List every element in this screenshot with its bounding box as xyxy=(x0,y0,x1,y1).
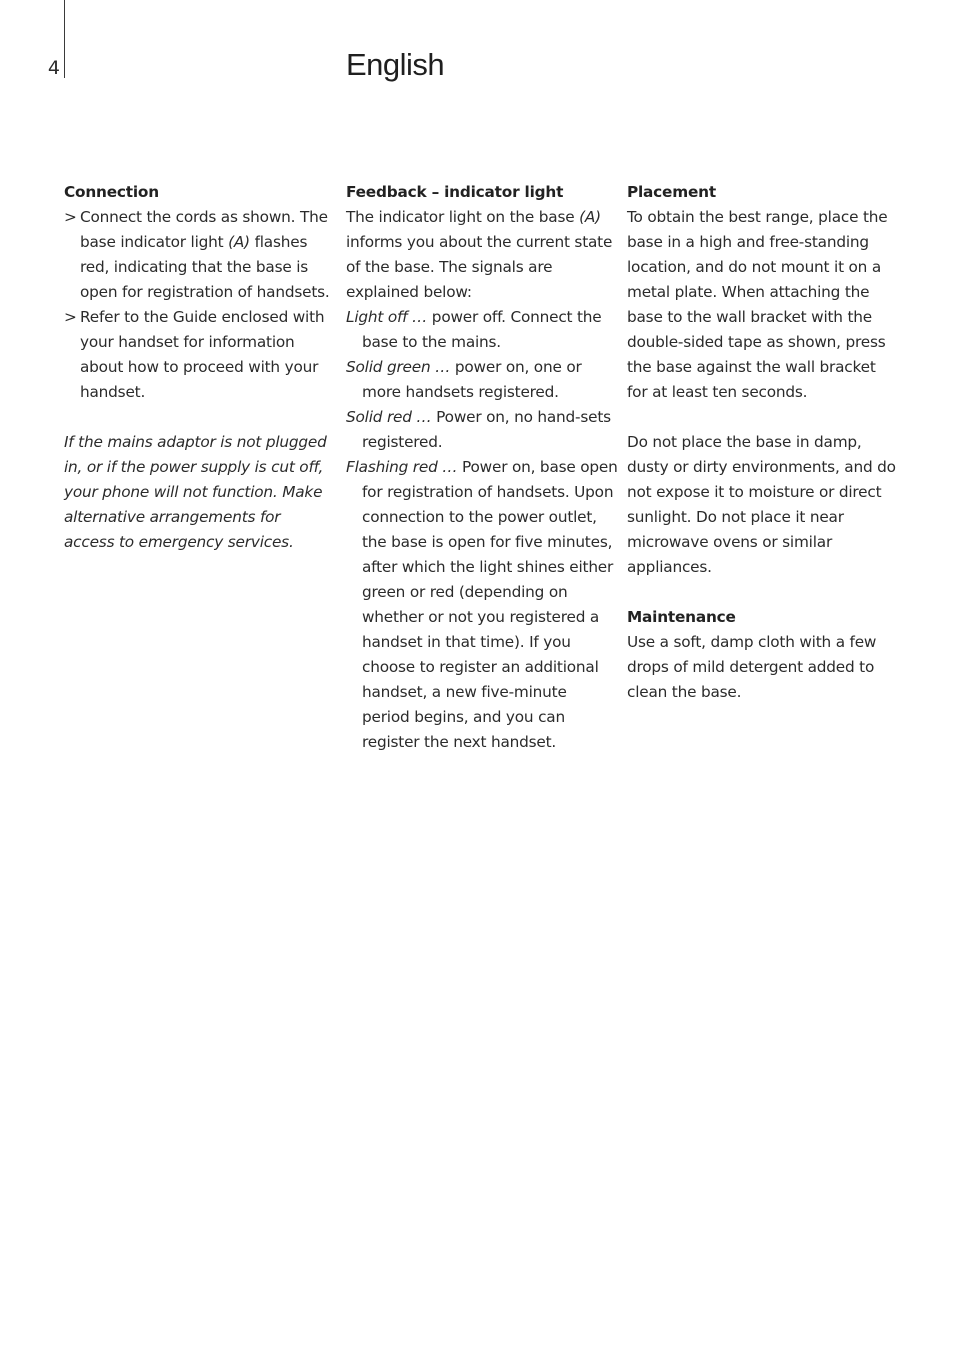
emergency-warning: If the mains adaptor is not plugged in, or if the power supply is cut off, your phone will not function. Make alternative arrangements for access to emergency services. xyxy=(64,433,327,551)
signal-desc: Power on, no hand-sets registered. xyxy=(362,408,611,451)
maintenance-heading: Maintenance xyxy=(627,608,736,626)
signal-term: Light off … xyxy=(346,308,428,326)
bullet-marker: > xyxy=(64,208,77,226)
connection-heading: Connection xyxy=(64,183,159,201)
feedback-intro-text-end: informs you about the current state of the base. The signals are explained below: xyxy=(346,233,613,301)
feedback-intro xyxy=(346,205,618,305)
connection-bullet-1 xyxy=(64,205,334,305)
signal-desc: power off. Connect the base to the mains. xyxy=(362,308,602,351)
column-placement xyxy=(627,180,899,705)
signal-term: Solid red … xyxy=(346,408,432,426)
signal-term: Flashing red … xyxy=(346,458,458,476)
indicator-ref: (A) xyxy=(579,208,601,226)
signal-item-solid-green xyxy=(346,355,618,405)
connection-bullet-2 xyxy=(64,305,334,405)
maintenance-text: Use a soft, damp cloth with a few drops of mild detergent added to clean the base. xyxy=(627,633,877,701)
spacer xyxy=(627,405,899,430)
connection-bullet-2-text: Refer to the Guide enclosed with your handset for information about how to proceed with your handset. xyxy=(80,308,325,401)
signal-item-solid-red xyxy=(346,405,618,455)
signal-desc: Power on, base open for registration of handsets. Upon connection to the power outlet, the base is open for five minutes, after which the light shines either green or red (depending on whether or not you registered a handset in that time). If you choose to register an additional handset, a new five-minute period begins, and you can register the next handset. xyxy=(362,458,618,751)
signal-desc: power on, one or more handsets registered. xyxy=(362,358,582,401)
signal-item-flashing-red xyxy=(346,455,618,755)
connection-bullet-1-text-end: flashes red, indicating that the base is open for registration of handsets. xyxy=(80,233,330,301)
signal-term: Solid green … xyxy=(346,358,451,376)
signal-item-light-off xyxy=(346,305,618,355)
feedback-intro-text: The indicator light on the base xyxy=(346,208,580,226)
bullet-marker: > xyxy=(64,308,77,326)
spacer xyxy=(64,405,334,430)
page-title: English xyxy=(346,47,445,82)
spacer xyxy=(627,580,899,605)
column-connection xyxy=(64,180,334,555)
feedback-heading: Feedback – indicator light xyxy=(346,183,564,201)
indicator-ref: (A) xyxy=(228,233,250,251)
placement-paragraph-1: To obtain the best range, place the base in a high and free-standing location, and do not mount it on a metal plate. When attaching the base to the wall bracket with the double-sided tape as shown, press the base against the wall bracket for at least ten seconds. xyxy=(627,208,888,401)
placement-paragraph-2: Do not place the base in damp, dusty or dirty environments, and do not expose it to moisture or direct sunlight. Do not place it near microwave ovens or similar appliances. xyxy=(627,433,896,576)
connection-bullet-1-text: Connect the cords as shown. The base indicator light xyxy=(80,208,328,251)
margin-rule xyxy=(64,0,65,78)
placement-heading: Placement xyxy=(627,183,716,201)
column-feedback xyxy=(346,180,618,755)
page-number: 4 xyxy=(47,57,60,79)
